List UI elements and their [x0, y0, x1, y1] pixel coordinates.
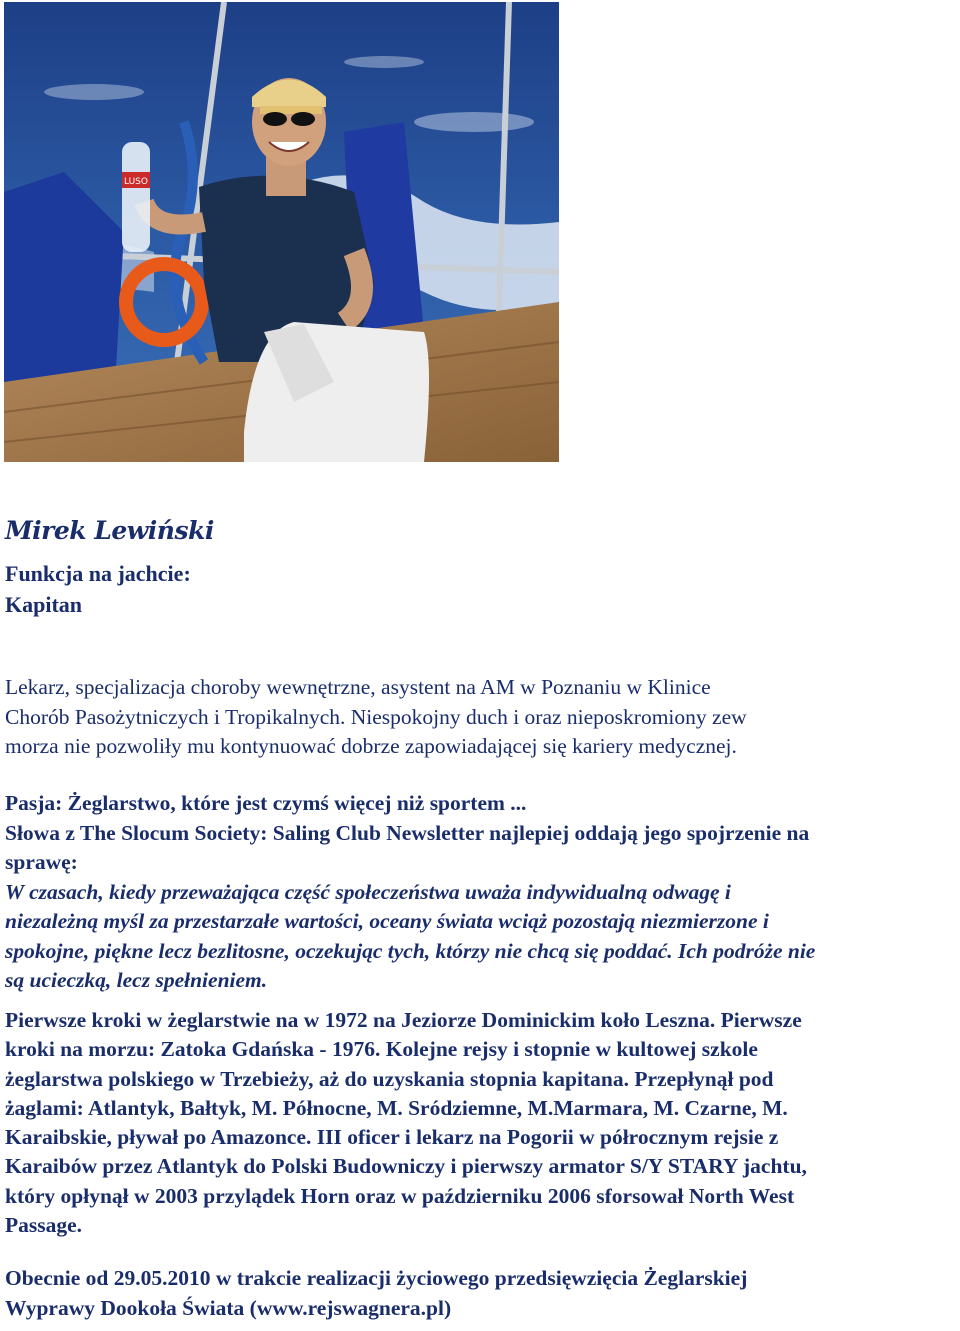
- passion-line: Pasja: Żeglarstwo, które jest czymś więcej niż sportem ...: [5, 791, 527, 815]
- career-line: kroki na morzu: Zatoka Gdańska - 1976. Kolejne rejsy i stopnie w kultowej szkole: [5, 1037, 758, 1062]
- career-line: Pierwsze kroki w żeglarstwie na w 1972 na Jeziorze Dominickim koło Leszna. Pierwsze: [5, 1008, 802, 1032]
- bio-paragraph: [5, 673, 955, 762]
- bio-line: Lekarz, specjalizacja choroby wewnętrzne, asystent na AM w Poznaniu w Klinice: [5, 675, 711, 699]
- sailing-photo: [4, 2, 559, 462]
- role-label: Funkcja na jachcie:: [5, 561, 191, 586]
- role-value: Kapitan: [5, 592, 83, 617]
- career-paragraph: [5, 1006, 955, 1240]
- role-section: [5, 558, 955, 620]
- career-line: żaglami: Atlantyk, Bałtyk, M. Północne, M. Sródziemne, M.Marmara, M. Czarne, M.: [5, 1095, 788, 1120]
- current-line: Obecnie od 29.05.2010 w trakcie realizacji życiowego przedsięwzięcia Żeglarskiej: [5, 1266, 748, 1290]
- bio-line: morza nie pozwoliły mu kontynuować dobrze zapowiadającej się kariery medycznej.: [5, 734, 737, 758]
- current-paragraph: [5, 1264, 955, 1323]
- career-line: Passage.: [5, 1213, 83, 1238]
- career-line: żeglarstwa polskiego w Trzebieży, aż do uzyskania stopnia kapitana. Przepłynął pod: [5, 1066, 774, 1091]
- passion-line: sprawę:: [5, 850, 78, 874]
- person-name: Mirek Lewiński: [5, 516, 214, 545]
- quote-line: niezależną myśl za przestarzałe wartości, oceany świata wciąż pozostają niezmierzone i: [5, 909, 769, 933]
- passion-paragraph: [5, 789, 955, 996]
- career-line: Karaibskie, pływał po Amazonce. III oficer i lekarz na Pogorii w półrocznym rejsie z: [5, 1125, 779, 1150]
- bio-line: Chorób Pasożytniczych i Tropikalnych. Niespokojny duch i oraz nieposkromiony zew: [5, 704, 747, 729]
- bottle-label: LUSO: [124, 177, 148, 187]
- quote-line: spokojne, piękne lecz bezlitosne, oczekując tych, którzy nie chcą się poddać. Ich podróże nie: [5, 938, 816, 963]
- career-line: Karaibów przez Atlantyk do Polski Budowniczy i pierwszy armator S/Y STARY jachtu,: [5, 1154, 807, 1179]
- current-line: Wyprawy Dookoła Świata (www.rejswagnera.pl): [5, 1295, 452, 1320]
- career-line: który opłynął w 2003 przylądek Horn oraz w październiku 2006 sforsował North West: [5, 1183, 795, 1208]
- photo-illustration: [4, 2, 559, 462]
- quote-line: W czasach, kiedy przeważająca część społeczeństwa uważa indywidualną odwagę i: [5, 879, 731, 904]
- passion-line: Słowa z The Slocum Society: Saling Club Newsletter najlepiej oddają jego spojrzenie na: [5, 820, 810, 845]
- quote-line: są ucieczką, lecz spełnieniem.: [5, 968, 268, 992]
